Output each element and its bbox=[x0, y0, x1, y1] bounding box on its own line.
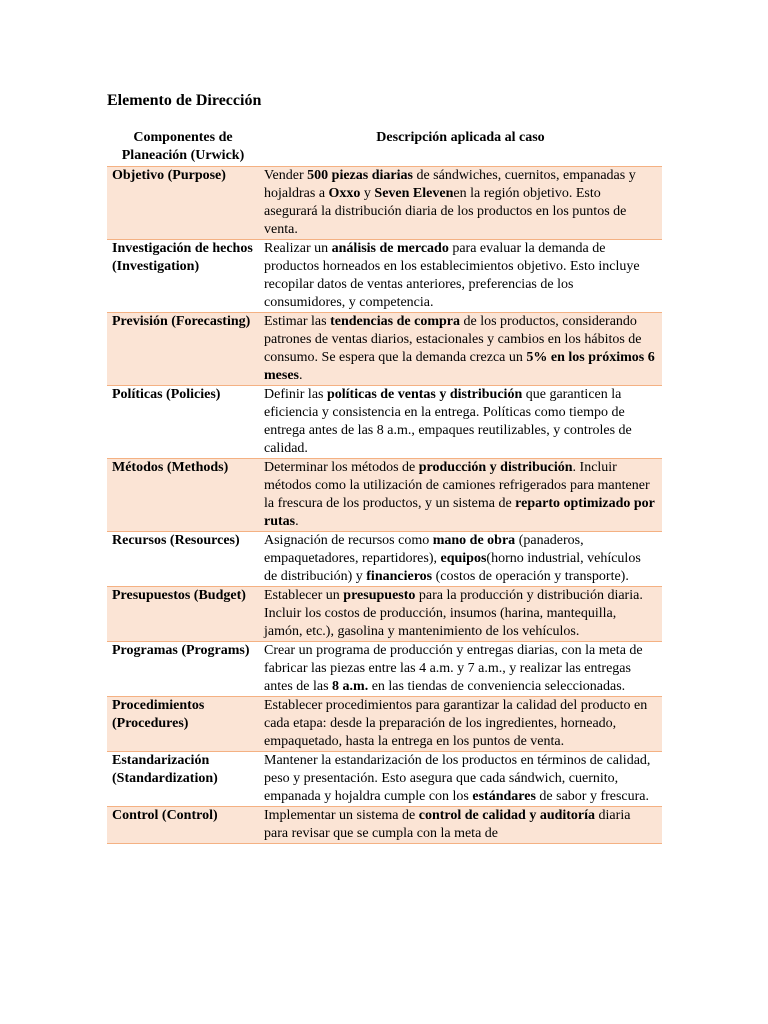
table-row bbox=[107, 167, 662, 240]
planning-table bbox=[107, 128, 662, 844]
table-row bbox=[107, 459, 662, 532]
header-components: Componentes de Planeación (Urwick) bbox=[107, 128, 259, 167]
row-component-label: Objetivo (Purpose) bbox=[107, 167, 259, 240]
description-text: Realizar un bbox=[264, 241, 332, 256]
table-row bbox=[107, 697, 662, 752]
description-text: Determinar los métodos de bbox=[264, 460, 419, 475]
row-description bbox=[259, 642, 662, 697]
row-component-label: Investigación de hechos (Investigation) bbox=[107, 240, 259, 313]
row-component-label: Métodos (Methods) bbox=[107, 459, 259, 532]
table-row bbox=[107, 240, 662, 313]
description-emphasis: presupuesto bbox=[343, 588, 416, 603]
row-component-label: Programas (Programs) bbox=[107, 642, 259, 697]
row-description bbox=[259, 386, 662, 459]
row-description bbox=[259, 459, 662, 532]
description-emphasis: Seven Eleven bbox=[374, 186, 454, 201]
description-text: diaria para revisar que se cumpla con la meta de bbox=[264, 808, 631, 841]
header-description: Descripción aplicada al caso bbox=[259, 128, 662, 167]
description-text: Implementar un sistema de bbox=[264, 808, 419, 823]
description-text: (costos de operación y transporte). bbox=[432, 569, 629, 584]
description-emphasis: Oxxo bbox=[328, 186, 361, 201]
description-text: en la región objetivo. Esto asegurará la distribución diaria de los productos en los puntos de venta. bbox=[264, 186, 627, 237]
table-row bbox=[107, 642, 662, 697]
description-text: para la producción y distribución diaria. Incluir los costos de producción, insumos (harina, mantequilla, jamón, etc.), gasolina y mantenimiento de los vehículos. bbox=[264, 588, 643, 639]
table-row bbox=[107, 587, 662, 642]
description-emphasis: reparto optimizado por rutas bbox=[264, 496, 655, 529]
description-emphasis: financieros bbox=[366, 569, 433, 584]
table-header-row bbox=[107, 128, 662, 167]
table-row bbox=[107, 752, 662, 807]
description-emphasis: control de calidad y auditoría bbox=[418, 808, 596, 823]
row-component-label: Procedimientos (Procedures) bbox=[107, 697, 259, 752]
description-emphasis: políticas de ventas y distribución bbox=[326, 387, 523, 402]
description-text: . bbox=[299, 368, 303, 383]
description-text: Asignación de recursos como bbox=[264, 533, 433, 548]
row-description bbox=[259, 752, 662, 807]
description-emphasis: mano de obra bbox=[432, 533, 516, 548]
description-emphasis: 8 a.m. bbox=[332, 679, 369, 694]
description-emphasis: 500 piezas diarias bbox=[307, 168, 413, 183]
description-text: Definir las bbox=[264, 387, 327, 402]
description-text: (horno industrial, vehículos de distribución) y bbox=[264, 551, 641, 584]
row-description bbox=[259, 313, 662, 386]
description-text: que garanticen la eficiencia y consistencia en la entrega. Políticas como tiempo de entrega antes de las 8 a.m., empaques reutilizables, y controles de calidad. bbox=[264, 387, 632, 456]
table-row bbox=[107, 386, 662, 459]
description-text: Crear un programa de producción y entregas diarias, con la meta de fabricar las piezas entre las 4 a.m. y 7 a.m., y realizar las entregas antes de las bbox=[264, 643, 643, 694]
description-text: (panaderos, empaquetadores, repartidores), bbox=[264, 533, 584, 566]
description-text: en las tiendas de conveniencia seleccionadas. bbox=[368, 679, 626, 694]
description-text: Estimar las bbox=[264, 314, 331, 329]
table-row bbox=[107, 313, 662, 386]
description-text: y bbox=[360, 186, 375, 201]
row-component-label: Políticas (Policies) bbox=[107, 386, 259, 459]
row-description bbox=[259, 697, 662, 752]
description-text: . bbox=[295, 514, 299, 529]
description-text: . Incluir métodos como la utilización de camiones refrigerados para mantener la frescura de los productos, y un sistema de bbox=[264, 460, 650, 511]
description-text: de sabor y frescura. bbox=[535, 789, 650, 804]
description-text: para evaluar la demanda de productos horneados en los establecimientos objetivo. Esto incluye recopilar datos de ventas anteriores, preferencias de los consumidores, y competencia. bbox=[264, 241, 640, 310]
page-title: Elemento de Dirección bbox=[107, 92, 262, 109]
row-component-label: Presupuestos (Budget) bbox=[107, 587, 259, 642]
description-text: de los productos, considerando patrones de ventas diarios, estacionales y cambios en los hábitos de consumo. Se espera que la demanda crezca un bbox=[264, 314, 642, 365]
table-row bbox=[107, 807, 662, 844]
table-body bbox=[107, 167, 662, 844]
description-emphasis: estándares bbox=[472, 789, 536, 804]
row-description bbox=[259, 240, 662, 313]
description-text: Establecer procedimientos para garantizar la calidad del producto en cada etapa: desde la preparación de los ingredientes, horneado, empaquetado, hasta la entrega en los puntos de venta. bbox=[264, 698, 648, 749]
row-component-label: Recursos (Resources) bbox=[107, 532, 259, 587]
description-text: de sándwiches, cuernitos, empanadas y hojaldras a bbox=[264, 168, 636, 201]
description-emphasis: tendencias de compra bbox=[330, 314, 460, 329]
description-emphasis: análisis de mercado bbox=[331, 241, 449, 256]
row-description bbox=[259, 532, 662, 587]
description-text: Establecer un bbox=[264, 588, 344, 603]
row-description bbox=[259, 167, 662, 240]
description-emphasis: producción y distribución bbox=[418, 460, 573, 475]
row-description bbox=[259, 587, 662, 642]
table-row bbox=[107, 532, 662, 587]
row-component-label: Previsión (Forecasting) bbox=[107, 313, 259, 386]
description-emphasis: 5% en los próximos 6 meses bbox=[264, 350, 655, 383]
row-component-label: Control (Control) bbox=[107, 807, 259, 844]
description-text: Mantener la estandarización de los productos en términos de calidad, peso y presentación. Esto asegura que cada sándwich, cuernito, empanada y hojaldra cumple con los bbox=[264, 753, 651, 804]
row-description bbox=[259, 807, 662, 844]
description-emphasis: equipos bbox=[440, 551, 487, 566]
row-component-label: Estandarización (Standardization) bbox=[107, 752, 259, 807]
description-text: Vender bbox=[264, 168, 308, 183]
